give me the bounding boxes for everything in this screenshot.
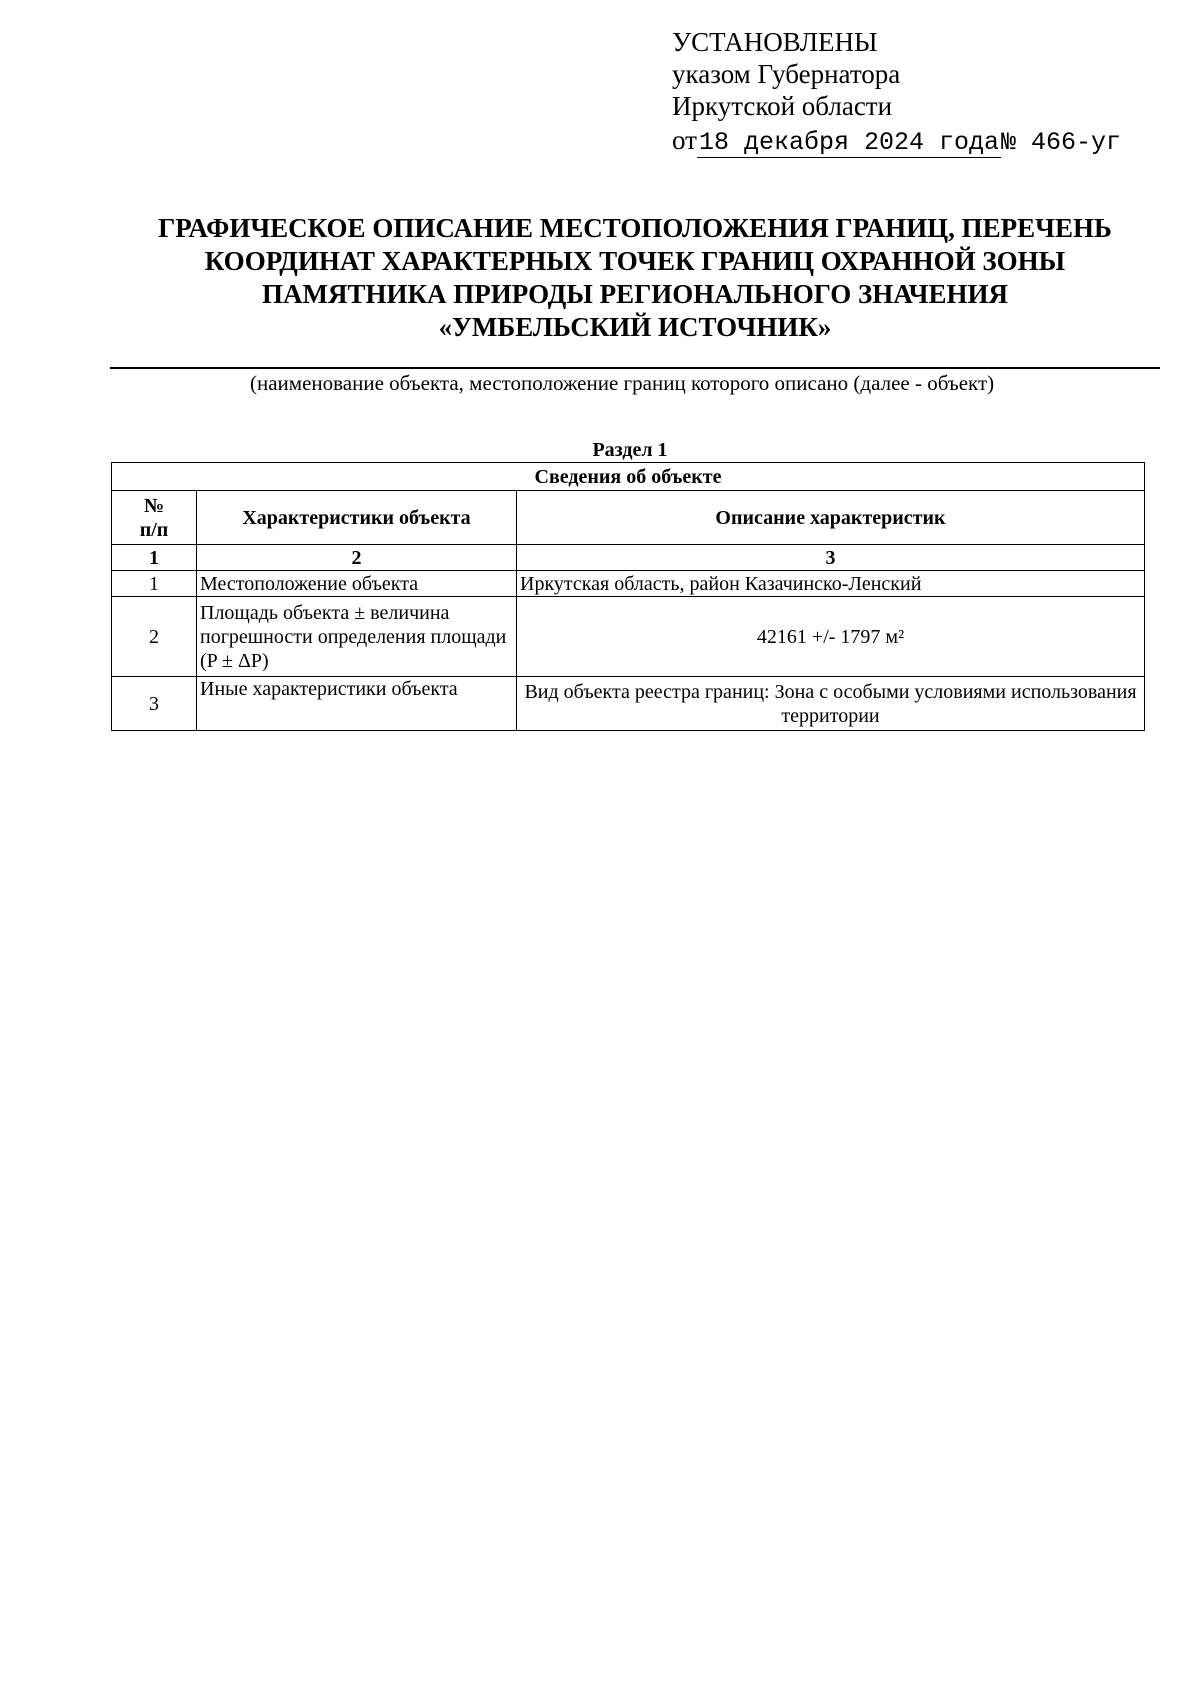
- header-number-label: п/п: [139, 518, 169, 541]
- row-description: 42161 +/- 1797 м²: [517, 597, 1145, 677]
- approval-date: 18 декабря 2024 года: [698, 128, 1000, 157]
- header-characteristic: Характеристики объекта: [197, 491, 517, 545]
- section-title: Раздел 1: [592, 439, 668, 461]
- column-number-row: [112, 545, 1145, 571]
- header-number: [112, 491, 197, 545]
- title-line-1: ГРАФИЧЕСКОЕ ОПИСАНИЕ МЕСТОПОЛОЖЕНИЯ ГРАНИЦ, ПЕРЕЧЕНЬ: [158, 213, 1112, 243]
- header-description: Описание характеристик: [517, 491, 1145, 545]
- approval-number: № 466-уг: [1001, 128, 1122, 157]
- header-number-symbol: №: [143, 494, 165, 517]
- title-underline: [110, 367, 1160, 369]
- table-caption: Сведения об объекте: [112, 463, 1145, 491]
- document-title: [100, 212, 1170, 344]
- table-header-row: [112, 491, 1145, 545]
- title-line-2: КООРДИНАТ ХАРАКТЕРНЫХ ТОЧЕК ГРАНИЦ ОХРАННОЙ ЗОНЫ: [204, 246, 1066, 276]
- approval-status: УСТАНОВЛЕНЫ: [672, 27, 878, 57]
- approval-date-prefix: от: [672, 125, 697, 155]
- row-description: Иркутская область, район Казачинско-Ленский: [517, 571, 1145, 597]
- row-characteristic: Площадь объекта ± величина погрешности определения площади (P ± ΔP): [197, 597, 517, 677]
- row-characteristic: Иные характеристики объекта: [197, 677, 517, 731]
- table-row: [112, 571, 1145, 597]
- table-row: [112, 677, 1145, 731]
- title-line-4: «УМБЕЛЬСКИЙ ИСТОЧНИК»: [438, 312, 832, 342]
- object-info-table: [111, 462, 1145, 731]
- column-number-2: 2: [197, 545, 517, 571]
- column-number-1: 1: [112, 545, 197, 571]
- table-row: [112, 597, 1145, 677]
- table-caption-row: [112, 463, 1145, 491]
- column-number-3: 3: [517, 545, 1145, 571]
- approval-date-line: [672, 124, 1142, 159]
- title-line-3: ПАМЯТНИКА ПРИРОДЫ РЕГИОНАЛЬНОГО ЗНАЧЕНИЯ: [261, 279, 1009, 309]
- row-characteristic: Местоположение объекта: [197, 571, 517, 597]
- object-caption: (наименование объекта, местоположение границ которого описано (далее - объект): [250, 371, 995, 395]
- row-number: 2: [112, 597, 197, 677]
- row-description: Вид объекта реестра границ: Зона с особыми условиями использования территории: [517, 677, 1145, 731]
- approval-region: Иркутской области: [672, 91, 893, 121]
- approval-authority: указом Губернатора: [672, 59, 901, 89]
- approval-stamp: [672, 26, 1142, 159]
- row-number: 1: [112, 571, 197, 597]
- row-number: 3: [112, 677, 197, 731]
